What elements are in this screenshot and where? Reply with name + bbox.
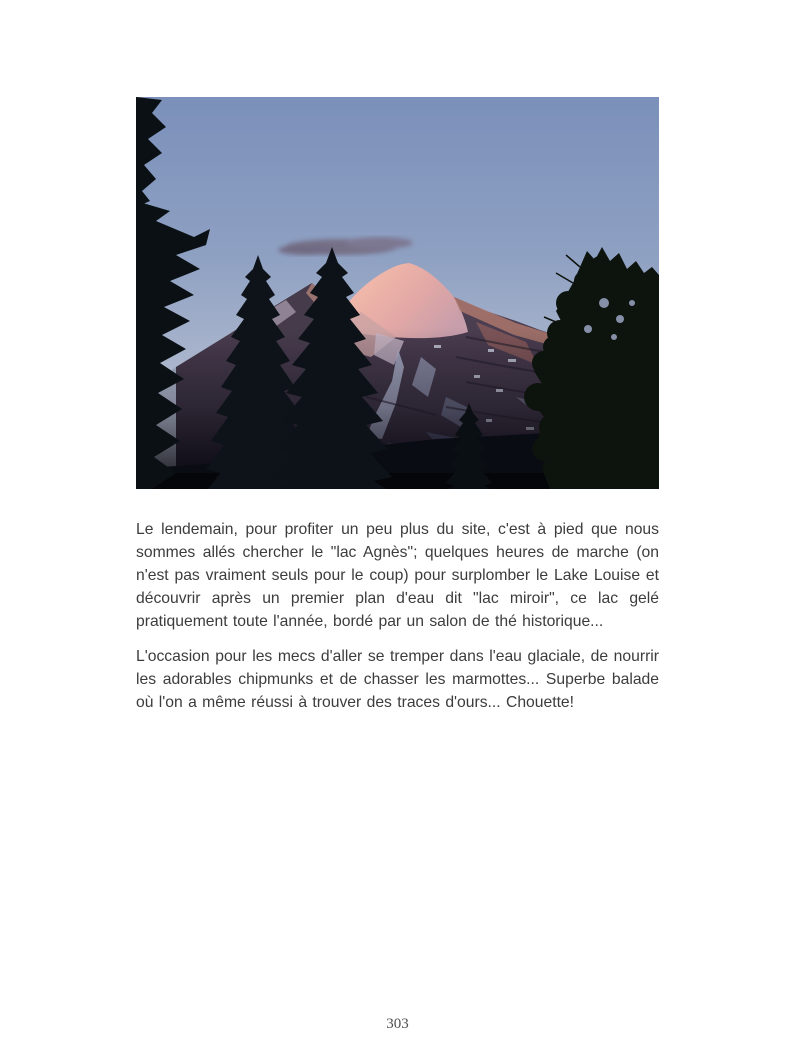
page-number: 303 — [386, 1016, 409, 1032]
body-text — [136, 518, 659, 726]
mountain-photo-illustration — [136, 97, 659, 489]
paragraph-lac-agnes: Le lendemain, pour profiter un peu plus du site, c'est à pied que nous sommes allés chercher le "lac Agnès"; quelques heures de marche (on n'est pas vraiment seuls pour le coup) pour surplomber le Lake Louise et découvrir après un premier plan d'eau dit "lac miroir", ce lac gelé pratiquement toute l'année, bordé par un salon de thé historique... — [136, 521, 659, 630]
paragraph-baignade: L'occasion pour les mecs d'aller se tremper dans l'eau glaciale, de nourrir les adorables chipmunks et de chasser les marmottes... Superbe balade où l'on a même réussi à trouver des traces d'ours... Chouette! — [136, 648, 659, 711]
mountain-photo — [136, 97, 659, 489]
